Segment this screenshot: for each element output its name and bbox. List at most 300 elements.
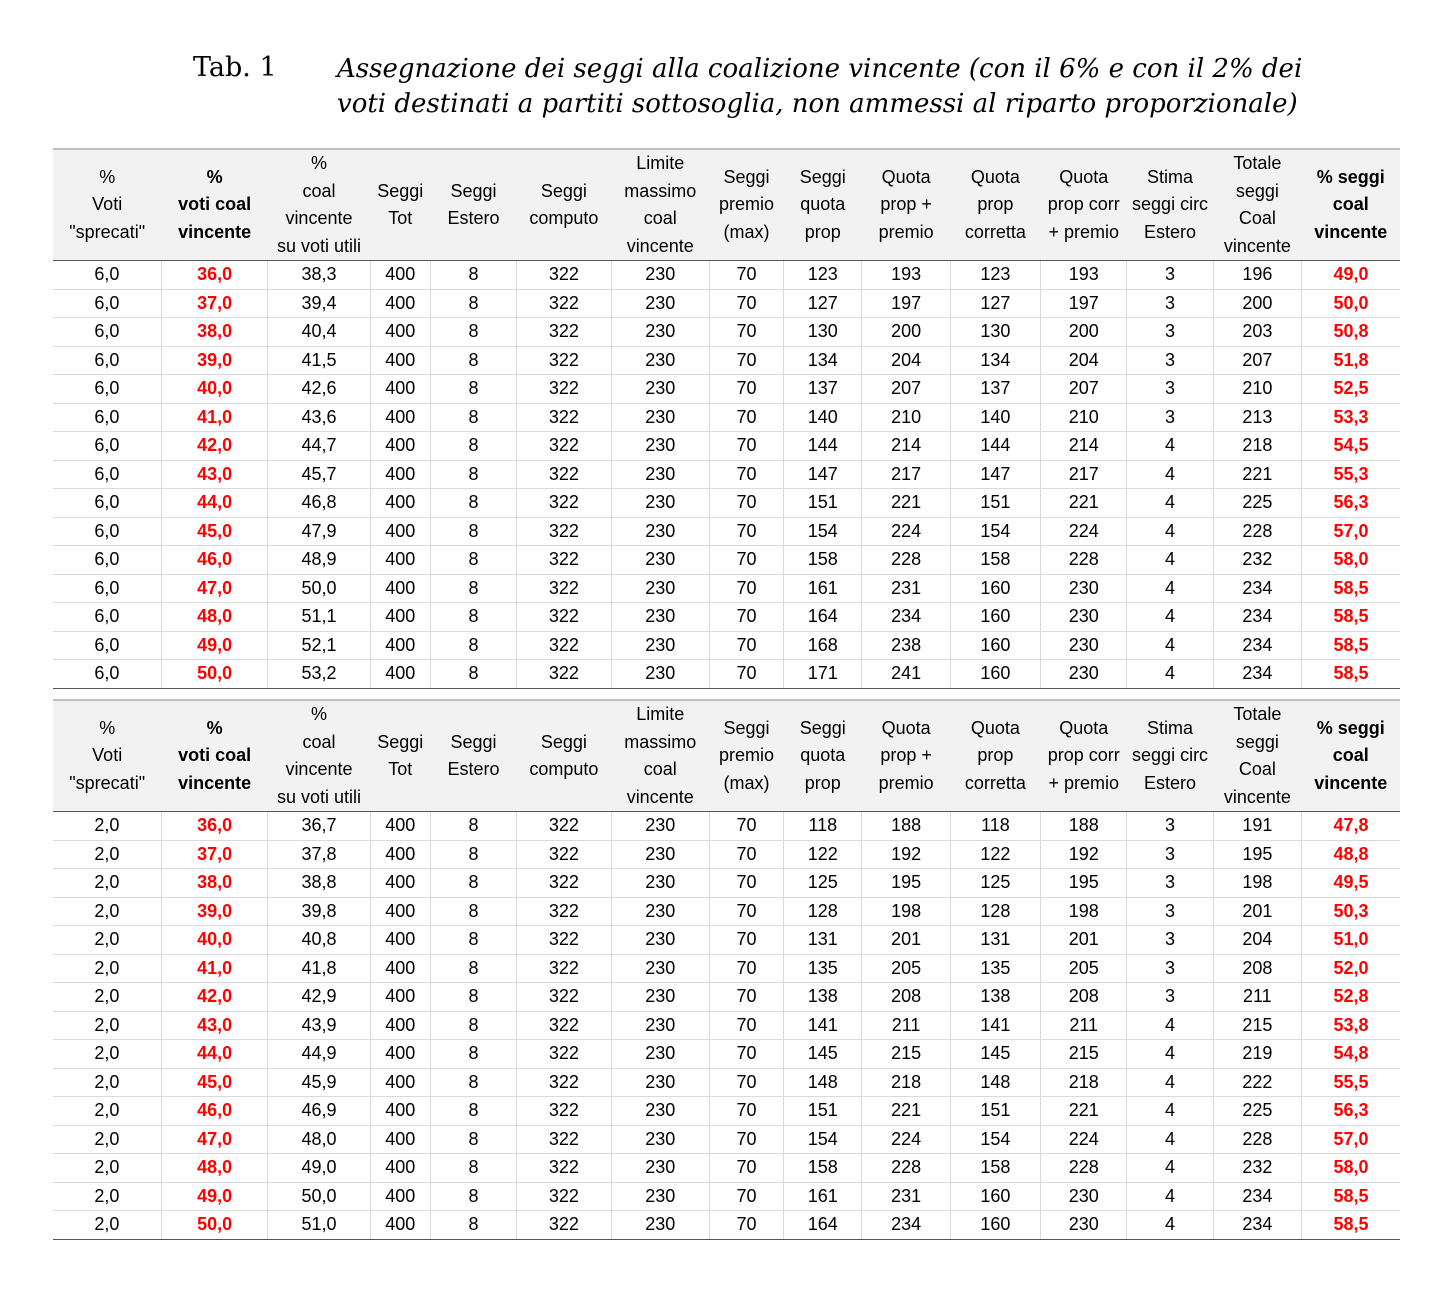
cell-totale-seggi-coal: 234 [1213, 660, 1301, 689]
table-row [53, 546, 1400, 575]
cell-seggi-tot: 400 [370, 631, 430, 660]
cell-seggi-computo: 322 [517, 1182, 611, 1211]
cell-voti-sprecati: 2,0 [53, 897, 161, 926]
header-line: Seggi [799, 717, 846, 738]
cell-seggi-quota-prop: 171 [784, 660, 862, 689]
cell-voti-coal-vincente: 50,0 [161, 660, 267, 689]
header-line: Totale [1233, 704, 1282, 724]
cell-voti-sprecati: 2,0 [53, 1040, 161, 1069]
cell-quota-prop-premio: 228 [862, 546, 950, 575]
cell-seggi-premio: 70 [709, 460, 783, 489]
cell-seggi-computo: 322 [517, 318, 611, 347]
cell-voti-coal-vincente: 47,0 [161, 1125, 267, 1154]
cell-perc-seggi-coal: 49,0 [1302, 261, 1400, 290]
cell-voti-sprecati: 6,0 [53, 546, 161, 575]
cell-seggi-computo: 322 [517, 432, 611, 461]
header-line: Quota [881, 717, 931, 738]
header-limite-massimo [611, 700, 709, 812]
cell-seggi-estero: 8 [430, 1125, 516, 1154]
cell-seggi-computo: 322 [517, 460, 611, 489]
header-line: Voti [92, 745, 123, 766]
cell-quota-prop-corr-premio: 215 [1041, 1040, 1127, 1069]
cell-totale-seggi-coal: 198 [1213, 869, 1301, 898]
cell-voti-sprecati: 6,0 [53, 375, 161, 404]
header-line: prop + [880, 745, 932, 766]
cell-voti-sprecati: 2,0 [53, 1011, 161, 1040]
header-line: vincente [1314, 221, 1388, 242]
cell-quota-prop-corretta: 141 [950, 1011, 1040, 1040]
cell-voti-sprecati: 6,0 [53, 318, 161, 347]
cell-seggi-computo: 322 [517, 289, 611, 318]
header-line: vincente [1314, 772, 1388, 793]
cell-seggi-premio: 70 [709, 517, 783, 546]
cell-perc-seggi-coal: 51,0 [1302, 926, 1400, 955]
cell-seggi-estero: 8 [430, 954, 516, 983]
header-line: Tot [388, 208, 413, 228]
header-voti-coal-vincente [161, 700, 267, 812]
header-coal-vincente-voti-utili [268, 700, 370, 812]
caption-label: Tab. 1 [193, 52, 277, 83]
cell-stima-seggi-estero: 3 [1127, 375, 1213, 404]
cell-voti-coal-vincente: 48,0 [161, 1154, 267, 1183]
cell-voti-coal-vincente: 39,0 [161, 897, 267, 926]
cell-coal-vincente-voti-utili: 38,8 [268, 869, 370, 898]
cell-quota-prop-corretta: 137 [950, 375, 1040, 404]
header-quota-prop-corr-premio [1041, 149, 1127, 261]
cell-quota-prop-corr-premio: 198 [1041, 897, 1127, 926]
cell-coal-vincente-voti-utili: 44,7 [268, 432, 370, 461]
header-line: Limite [636, 704, 685, 724]
cell-coal-vincente-voti-utili: 52,1 [268, 631, 370, 660]
cell-coal-vincente-voti-utili: 43,9 [268, 1011, 370, 1040]
header-line: vincente [1223, 235, 1291, 256]
cell-coal-vincente-voti-utili: 53,2 [268, 660, 370, 689]
table-row [53, 1211, 1400, 1240]
cell-totale-seggi-coal: 219 [1213, 1040, 1301, 1069]
cell-stima-seggi-estero: 3 [1127, 261, 1213, 290]
cell-quota-prop-corretta: 128 [950, 897, 1040, 926]
cell-seggi-estero: 8 [430, 897, 516, 926]
cell-quota-prop-corretta: 122 [950, 840, 1040, 869]
cell-limite-massimo: 230 [611, 660, 709, 689]
header-line: Limite [636, 153, 685, 173]
cell-voti-coal-vincente: 44,0 [161, 1040, 267, 1069]
cell-limite-massimo: 230 [611, 574, 709, 603]
header-line: Seggi [723, 717, 770, 738]
cell-seggi-premio: 70 [709, 897, 783, 926]
cell-voti-coal-vincente: 37,0 [161, 289, 267, 318]
cell-totale-seggi-coal: 221 [1213, 460, 1301, 489]
cell-perc-seggi-coal: 55,3 [1302, 460, 1400, 489]
cell-quota-prop-corretta: 145 [950, 1040, 1040, 1069]
cell-seggi-quota-prop: 145 [784, 1040, 862, 1069]
cell-seggi-quota-prop: 154 [784, 517, 862, 546]
cell-limite-massimo: 230 [611, 869, 709, 898]
cell-limite-massimo: 230 [611, 403, 709, 432]
cell-perc-seggi-coal: 57,0 [1302, 1125, 1400, 1154]
cell-quota-prop-corretta: 140 [950, 403, 1040, 432]
cell-totale-seggi-coal: 211 [1213, 983, 1301, 1012]
cell-seggi-computo: 322 [517, 869, 611, 898]
cell-seggi-premio: 70 [709, 318, 783, 347]
cell-seggi-estero: 8 [430, 926, 516, 955]
header-seggi-premio [709, 700, 783, 812]
cell-quota-prop-corretta: 158 [950, 546, 1040, 575]
cell-seggi-quota-prop: 118 [784, 812, 862, 841]
cell-voti-sprecati: 2,0 [53, 983, 161, 1012]
cell-totale-seggi-coal: 225 [1213, 489, 1301, 518]
header-line: vincente [626, 235, 694, 256]
cell-quota-prop-corretta: 134 [950, 346, 1040, 375]
header-line: prop [977, 194, 1014, 215]
cell-totale-seggi-coal: 232 [1213, 546, 1301, 575]
cell-seggi-tot: 400 [370, 869, 430, 898]
header-line: + premio [1048, 772, 1119, 793]
cell-seggi-quota-prop: 140 [784, 403, 862, 432]
table-row [53, 840, 1400, 869]
cell-quota-prop-premio: 200 [862, 318, 950, 347]
cell-seggi-premio: 70 [709, 574, 783, 603]
cell-voti-sprecati: 2,0 [53, 954, 161, 983]
cell-seggi-computo: 322 [517, 1097, 611, 1126]
cell-quota-prop-premio: 217 [862, 460, 950, 489]
cell-totale-seggi-coal: 232 [1213, 1154, 1301, 1183]
cell-stima-seggi-estero: 4 [1127, 1125, 1213, 1154]
cell-quota-prop-corr-premio: 221 [1041, 1097, 1127, 1126]
cell-quota-prop-corr-premio: 224 [1041, 517, 1127, 546]
header-line: coal [643, 208, 677, 228]
cell-quota-prop-premio: 221 [862, 489, 950, 518]
cell-voti-sprecati: 2,0 [53, 1097, 161, 1126]
table-row [53, 460, 1400, 489]
cell-coal-vincente-voti-utili: 43,6 [268, 403, 370, 432]
cell-seggi-estero: 8 [430, 840, 516, 869]
cell-quota-prop-corr-premio: 218 [1041, 1068, 1127, 1097]
header-line: premio [719, 745, 775, 766]
header-quota-prop-corretta [950, 149, 1040, 261]
cell-voti-coal-vincente: 41,0 [161, 403, 267, 432]
header-line: % [99, 717, 116, 738]
cell-quota-prop-corr-premio: 230 [1041, 660, 1127, 689]
cell-voti-sprecati: 6,0 [53, 660, 161, 689]
cell-quota-prop-corretta: 130 [950, 318, 1040, 347]
cell-seggi-tot: 400 [370, 1068, 430, 1097]
header-line: Estero [1144, 221, 1197, 242]
cell-coal-vincente-voti-utili: 41,8 [268, 954, 370, 983]
header-line: coal [1332, 194, 1369, 215]
cell-perc-seggi-coal: 49,5 [1302, 869, 1400, 898]
cell-limite-massimo: 230 [611, 812, 709, 841]
cell-totale-seggi-coal: 196 [1213, 261, 1301, 290]
seats-table [53, 148, 1400, 689]
header-line: "sprecati" [69, 221, 146, 242]
cell-quota-prop-premio: 211 [862, 1011, 950, 1040]
cell-quota-prop-corr-premio: 228 [1041, 1154, 1127, 1183]
cell-voti-coal-vincente: 42,0 [161, 983, 267, 1012]
cell-coal-vincente-voti-utili: 40,8 [268, 926, 370, 955]
cell-quota-prop-premio: 210 [862, 403, 950, 432]
cell-quota-prop-corretta: 123 [950, 261, 1040, 290]
cell-voti-sprecati: 6,0 [53, 631, 161, 660]
cell-totale-seggi-coal: 213 [1213, 403, 1301, 432]
cell-seggi-estero: 8 [430, 1068, 516, 1097]
cell-coal-vincente-voti-utili: 40,4 [268, 318, 370, 347]
cell-seggi-estero: 8 [430, 432, 516, 461]
cell-quota-prop-corr-premio: 214 [1041, 432, 1127, 461]
cell-seggi-estero: 8 [430, 460, 516, 489]
cell-voti-coal-vincente: 44,0 [161, 489, 267, 518]
cell-stima-seggi-estero: 4 [1127, 1154, 1213, 1183]
cell-totale-seggi-coal: 234 [1213, 631, 1301, 660]
cell-stima-seggi-estero: 4 [1127, 574, 1213, 603]
header-line: Quota [881, 166, 931, 187]
cell-limite-massimo: 230 [611, 1068, 709, 1097]
cell-quota-prop-premio: 234 [862, 603, 950, 632]
cell-seggi-premio: 70 [709, 489, 783, 518]
cell-seggi-quota-prop: 135 [784, 954, 862, 983]
header-line: Estero [447, 759, 500, 779]
cell-seggi-quota-prop: 130 [784, 318, 862, 347]
cell-quota-prop-premio: 214 [862, 432, 950, 461]
cell-limite-massimo: 230 [611, 546, 709, 575]
cell-limite-massimo: 230 [611, 926, 709, 955]
cell-voti-sprecati: 2,0 [53, 1211, 161, 1240]
cell-voti-sprecati: 2,0 [53, 840, 161, 869]
cell-seggi-tot: 400 [370, 603, 430, 632]
header-totale-seggi-coal [1213, 149, 1301, 261]
header-quota-prop-corretta [950, 700, 1040, 812]
cell-seggi-estero: 8 [430, 318, 516, 347]
cell-voti-sprecati: 2,0 [53, 869, 161, 898]
cell-seggi-premio: 70 [709, 869, 783, 898]
cell-voti-coal-vincente: 43,0 [161, 1011, 267, 1040]
cell-limite-massimo: 230 [611, 603, 709, 632]
header-seggi-quota-prop [784, 149, 862, 261]
cell-limite-massimo: 230 [611, 983, 709, 1012]
cell-seggi-quota-prop: 134 [784, 346, 862, 375]
header-stima-seggi-estero [1127, 149, 1213, 261]
header-line: "sprecati" [69, 772, 146, 793]
cell-seggi-computo: 322 [517, 574, 611, 603]
header-line: % seggi [1316, 166, 1385, 187]
header-line: Quota [970, 717, 1020, 738]
cell-seggi-computo: 322 [517, 346, 611, 375]
cell-seggi-premio: 70 [709, 603, 783, 632]
cell-seggi-computo: 322 [517, 375, 611, 404]
cell-seggi-computo: 322 [517, 1211, 611, 1240]
cell-seggi-tot: 400 [370, 289, 430, 318]
cell-perc-seggi-coal: 50,0 [1302, 289, 1400, 318]
table-row [53, 574, 1400, 603]
cell-coal-vincente-voti-utili: 39,4 [268, 289, 370, 318]
cell-stima-seggi-estero: 4 [1127, 1011, 1213, 1040]
cell-voti-sprecati: 2,0 [53, 812, 161, 841]
cell-quota-prop-premio: 192 [862, 840, 950, 869]
cell-seggi-computo: 322 [517, 897, 611, 926]
header-line: computo [529, 208, 599, 228]
cell-seggi-tot: 400 [370, 1182, 430, 1211]
cell-seggi-estero: 8 [430, 631, 516, 660]
header-seggi-computo [517, 149, 611, 261]
header-line: vincente [178, 221, 252, 242]
cell-totale-seggi-coal: 228 [1213, 517, 1301, 546]
header-line: premio [719, 194, 775, 215]
cell-stima-seggi-estero: 4 [1127, 432, 1213, 461]
cell-seggi-quota-prop: 151 [784, 489, 862, 518]
cell-limite-massimo: 230 [611, 261, 709, 290]
header-row [53, 149, 1400, 261]
header-line: seggi circ [1132, 745, 1209, 766]
cell-seggi-computo: 322 [517, 1011, 611, 1040]
cell-seggi-estero: 8 [430, 517, 516, 546]
cell-quota-prop-corr-premio: 200 [1041, 318, 1127, 347]
cell-seggi-estero: 8 [430, 375, 516, 404]
cell-seggi-premio: 70 [709, 1125, 783, 1154]
header-line: premio [878, 772, 934, 793]
header-line: prop corr [1047, 745, 1120, 766]
cell-quota-prop-corretta: 148 [950, 1068, 1040, 1097]
cell-seggi-premio: 70 [709, 1011, 783, 1040]
cell-totale-seggi-coal: 200 [1213, 289, 1301, 318]
table-row [53, 631, 1400, 660]
cell-perc-seggi-coal: 52,0 [1302, 954, 1400, 983]
header-line: Stima [1147, 717, 1194, 738]
table-row [53, 517, 1400, 546]
cell-quota-prop-corr-premio: 221 [1041, 489, 1127, 518]
cell-stima-seggi-estero: 3 [1127, 318, 1213, 347]
cell-totale-seggi-coal: 203 [1213, 318, 1301, 347]
cell-seggi-quota-prop: 122 [784, 840, 862, 869]
cell-stima-seggi-estero: 3 [1127, 926, 1213, 955]
cell-seggi-computo: 322 [517, 517, 611, 546]
cell-coal-vincente-voti-utili: 38,3 [268, 261, 370, 290]
cell-seggi-tot: 400 [370, 261, 430, 290]
cell-quota-prop-premio: 197 [862, 289, 950, 318]
cell-perc-seggi-coal: 53,3 [1302, 403, 1400, 432]
cell-seggi-quota-prop: 164 [784, 1211, 862, 1240]
cell-voti-coal-vincente: 46,0 [161, 546, 267, 575]
header-line: vincente [1223, 786, 1291, 807]
header-line: Seggi [450, 180, 497, 201]
cell-perc-seggi-coal: 55,5 [1302, 1068, 1400, 1097]
cell-limite-massimo: 230 [611, 897, 709, 926]
cell-voti-coal-vincente: 41,0 [161, 954, 267, 983]
table-6-percent [53, 148, 1400, 689]
header-line: % [310, 153, 327, 173]
header-line: Coal [1238, 208, 1276, 228]
cell-stima-seggi-estero: 4 [1127, 1068, 1213, 1097]
header-line: vincente [285, 759, 353, 779]
cell-totale-seggi-coal: 204 [1213, 926, 1301, 955]
cell-quota-prop-premio: 218 [862, 1068, 950, 1097]
cell-seggi-estero: 8 [430, 1011, 516, 1040]
table-row [53, 1011, 1400, 1040]
cell-seggi-quota-prop: 147 [784, 460, 862, 489]
header-line: Seggi [540, 180, 587, 201]
header-line: quota [800, 745, 846, 766]
cell-quota-prop-corretta: 160 [950, 1182, 1040, 1211]
cell-coal-vincente-voti-utili: 41,5 [268, 346, 370, 375]
cell-seggi-computo: 322 [517, 489, 611, 518]
cell-coal-vincente-voti-utili: 39,8 [268, 897, 370, 926]
cell-perc-seggi-coal: 54,8 [1302, 1040, 1400, 1069]
header-line: voti coal [178, 194, 252, 215]
cell-seggi-computo: 322 [517, 926, 611, 955]
cell-seggi-tot: 400 [370, 1211, 430, 1240]
cell-quota-prop-corr-premio: 224 [1041, 1125, 1127, 1154]
header-line: coal [302, 180, 336, 201]
header-totale-seggi-coal [1213, 700, 1301, 812]
cell-coal-vincente-voti-utili: 47,9 [268, 517, 370, 546]
table-row [53, 812, 1400, 841]
header-line: % [310, 704, 327, 724]
cell-stima-seggi-estero: 3 [1127, 954, 1213, 983]
cell-coal-vincente-voti-utili: 37,8 [268, 840, 370, 869]
cell-voti-sprecati: 2,0 [53, 1068, 161, 1097]
cell-totale-seggi-coal: 208 [1213, 954, 1301, 983]
cell-quota-prop-corr-premio: 204 [1041, 346, 1127, 375]
header-line: quota [800, 194, 846, 215]
cell-seggi-estero: 8 [430, 812, 516, 841]
header-line: coal [302, 731, 336, 752]
cell-seggi-premio: 70 [709, 1068, 783, 1097]
cell-seggi-estero: 8 [430, 660, 516, 689]
cell-seggi-computo: 322 [517, 1068, 611, 1097]
table-row [53, 1068, 1400, 1097]
cell-seggi-estero: 8 [430, 261, 516, 290]
header-stima-seggi-estero [1127, 700, 1213, 812]
cell-quota-prop-premio: 188 [862, 812, 950, 841]
cell-quota-prop-premio: 198 [862, 897, 950, 926]
table-row [53, 375, 1400, 404]
cell-voti-sprecati: 6,0 [53, 432, 161, 461]
cell-seggi-tot: 400 [370, 954, 430, 983]
cell-quota-prop-corr-premio: 210 [1041, 403, 1127, 432]
header-quota-prop-premio [862, 149, 950, 261]
header-quota-prop-premio [862, 700, 950, 812]
cell-perc-seggi-coal: 56,3 [1302, 1097, 1400, 1126]
header-line: computo [529, 759, 599, 779]
cell-limite-massimo: 230 [611, 1211, 709, 1240]
cell-limite-massimo: 230 [611, 1011, 709, 1040]
cell-seggi-quota-prop: 161 [784, 574, 862, 603]
cell-seggi-tot: 400 [370, 840, 430, 869]
cell-voti-coal-vincente: 38,0 [161, 318, 267, 347]
cell-seggi-premio: 70 [709, 812, 783, 841]
header-seggi-computo [517, 700, 611, 812]
cell-limite-massimo: 230 [611, 460, 709, 489]
cell-seggi-quota-prop: 158 [784, 546, 862, 575]
cell-seggi-estero: 8 [430, 983, 516, 1012]
cell-seggi-quota-prop: 154 [784, 1125, 862, 1154]
cell-seggi-estero: 8 [430, 1097, 516, 1126]
cell-seggi-computo: 322 [517, 840, 611, 869]
cell-limite-massimo: 230 [611, 1040, 709, 1069]
header-seggi-tot [370, 700, 430, 812]
cell-stima-seggi-estero: 4 [1127, 489, 1213, 518]
cell-seggi-premio: 70 [709, 1211, 783, 1240]
cell-voti-coal-vincente: 45,0 [161, 1068, 267, 1097]
cell-voti-sprecati: 6,0 [53, 574, 161, 603]
table-row [53, 403, 1400, 432]
cell-voti-coal-vincente: 38,0 [161, 869, 267, 898]
cell-totale-seggi-coal: 210 [1213, 375, 1301, 404]
cell-seggi-estero: 8 [430, 1182, 516, 1211]
cell-quota-prop-corretta: 160 [950, 574, 1040, 603]
cell-limite-massimo: 230 [611, 289, 709, 318]
header-line: seggi [1235, 180, 1279, 201]
table-row [53, 432, 1400, 461]
